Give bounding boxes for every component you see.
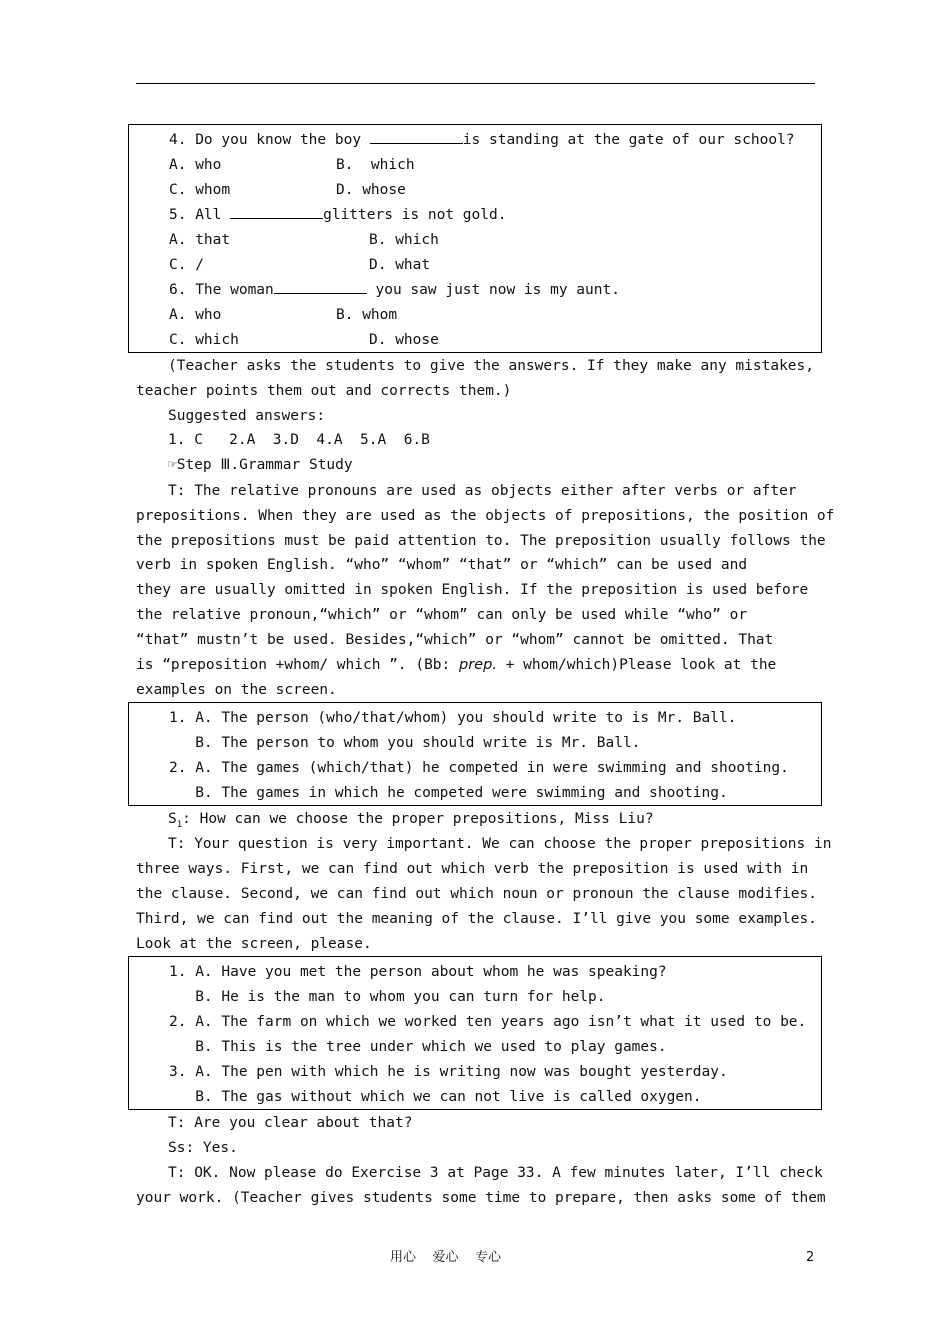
option-b: B. whom [336, 307, 398, 323]
teacher-answer-line: Look at the screen, please. [136, 936, 372, 952]
example-line: 1. A. Have you met the person about whom he was speaking? [169, 964, 667, 980]
example-line: 2. A. The farm on which we worked ten years ago isn’t what it used to be. [169, 1014, 807, 1030]
footer-motto: 用心 爱心 专心 [390, 1250, 502, 1265]
option-b: B. which [336, 157, 415, 173]
option-a: A. that [169, 232, 231, 248]
question-6-stem: 6. The woman [169, 282, 274, 298]
example-line: B. The games in which he competed were swimming and shooting. [169, 785, 728, 801]
question-4 [169, 130, 795, 150]
student-question [168, 809, 846, 835]
option-d: D. whose [336, 182, 406, 198]
teacher-answer-line: three ways. First, we can find out which verb the preposition is used with in [136, 861, 809, 877]
grammar-line: they are usually omitted in spoken English. If the preposition is used before [136, 582, 809, 598]
teacher-instruction-line: your work. (Teacher gives students some time to prepare, then asks some of them [136, 1190, 826, 1206]
teacher-answer-line: Third, we can find out the meaning of the clause. I’ll give you some examples. [136, 911, 817, 927]
option-d: D. whose [369, 332, 439, 348]
prep-italic: prep. [459, 657, 497, 673]
grammar-line: the relative pronoun,“which” or “whom” can only be used while “who” or [136, 607, 748, 623]
option-c: C. which [169, 332, 239, 348]
answer-blank [274, 281, 367, 294]
grammar-line: T: The relative pronouns are used as objects either after verbs or after [168, 483, 797, 499]
teacher-question: T: Are you clear about that? [168, 1115, 413, 1131]
example-box-2 [128, 956, 822, 1110]
question-6 [169, 280, 620, 300]
question-4-stem: 4. Do you know the boy [169, 132, 370, 148]
students-reply: Ss: Yes. [168, 1140, 238, 1156]
suggested-answers-label: Suggested answers: [168, 408, 326, 424]
example-box-1 [128, 702, 822, 806]
option-a: A. who [169, 307, 222, 323]
example-line: 1. A. The person (who/that/whom) you should write to is Mr. Ball. [169, 710, 737, 726]
step-heading: ☞Step Ⅲ.Grammar Study [168, 457, 353, 473]
question-6-tail: you saw just now is my aunt. [366, 282, 620, 298]
teacher-instruction-cont: teacher points them out and corrects them.) [136, 383, 512, 399]
grammar-line: the prepositions must be paid attention to. The preposition usually follows the [136, 533, 826, 549]
teacher-answer-line: the clause. Second, we can find out which noun or pronoun the clause modifies. [136, 886, 817, 902]
grammar-line [136, 655, 814, 675]
question-5-stem: 5. All [169, 207, 231, 223]
example-line: B. The gas without which we can not live is called oxygen. [169, 1089, 702, 1105]
header-rule [136, 83, 815, 84]
teacher-instruction: (Teacher asks the students to give the answers. If they make any mistakes, [168, 358, 815, 374]
grammar-text: + whom/which)Please look at the [505, 657, 777, 673]
question-text: : How can we choose the proper prepositions, Miss Liu? [182, 811, 654, 827]
question-5-tail: glitters is not gold. [323, 207, 507, 223]
example-line: B. This is the tree under which we used to play games. [169, 1039, 667, 1055]
speaker: S [168, 811, 177, 827]
option-b: B. which [369, 232, 439, 248]
suggested-answers: 1. C 2.A 3.D 4.A 5.A 6.B [168, 432, 430, 448]
example-line: 3. A. The pen with which he is writing now was bought yesterday. [169, 1064, 728, 1080]
exercise-box [128, 124, 822, 353]
option-c: C. / [169, 257, 204, 273]
example-line: B. He is the man to whom you can turn for help. [169, 989, 606, 1005]
grammar-line: examples on the screen. [136, 682, 337, 698]
page-number: 2 [806, 1250, 815, 1265]
teacher-instruction-line: T: OK. Now please do Exercise 3 at Page 33. A few minutes later, I’ll check [168, 1165, 823, 1181]
grammar-line: verb in spoken English. “who” “whom” “that” or “which” can be used and [136, 557, 748, 573]
grammar-text: is “preposition +whom/ which ”. (Bb: [136, 657, 460, 673]
speaker-subscript: 1 [176, 819, 183, 830]
answer-blank [370, 131, 463, 144]
example-line: 2. A. The games (which/that) he competed in were swimming and shooting. [169, 760, 789, 776]
option-c: C. whom [169, 182, 231, 198]
teacher-answer-line: T: Your question is very important. We can choose the proper prepositions in [168, 836, 832, 852]
question-4-tail: is standing at the gate of our school? [462, 132, 795, 148]
grammar-line: “that” mustn’t be used. Besides,“which” or “whom” cannot be omitted. That [136, 632, 774, 648]
grammar-line: prepositions. When they are used as the objects of prepositions, the position of [136, 508, 835, 524]
option-a: A. who [169, 157, 222, 173]
answer-blank [230, 206, 323, 219]
example-line: B. The person to whom you should write is Mr. Ball. [169, 735, 641, 751]
option-d: D. what [369, 257, 431, 273]
question-5 [169, 205, 506, 225]
